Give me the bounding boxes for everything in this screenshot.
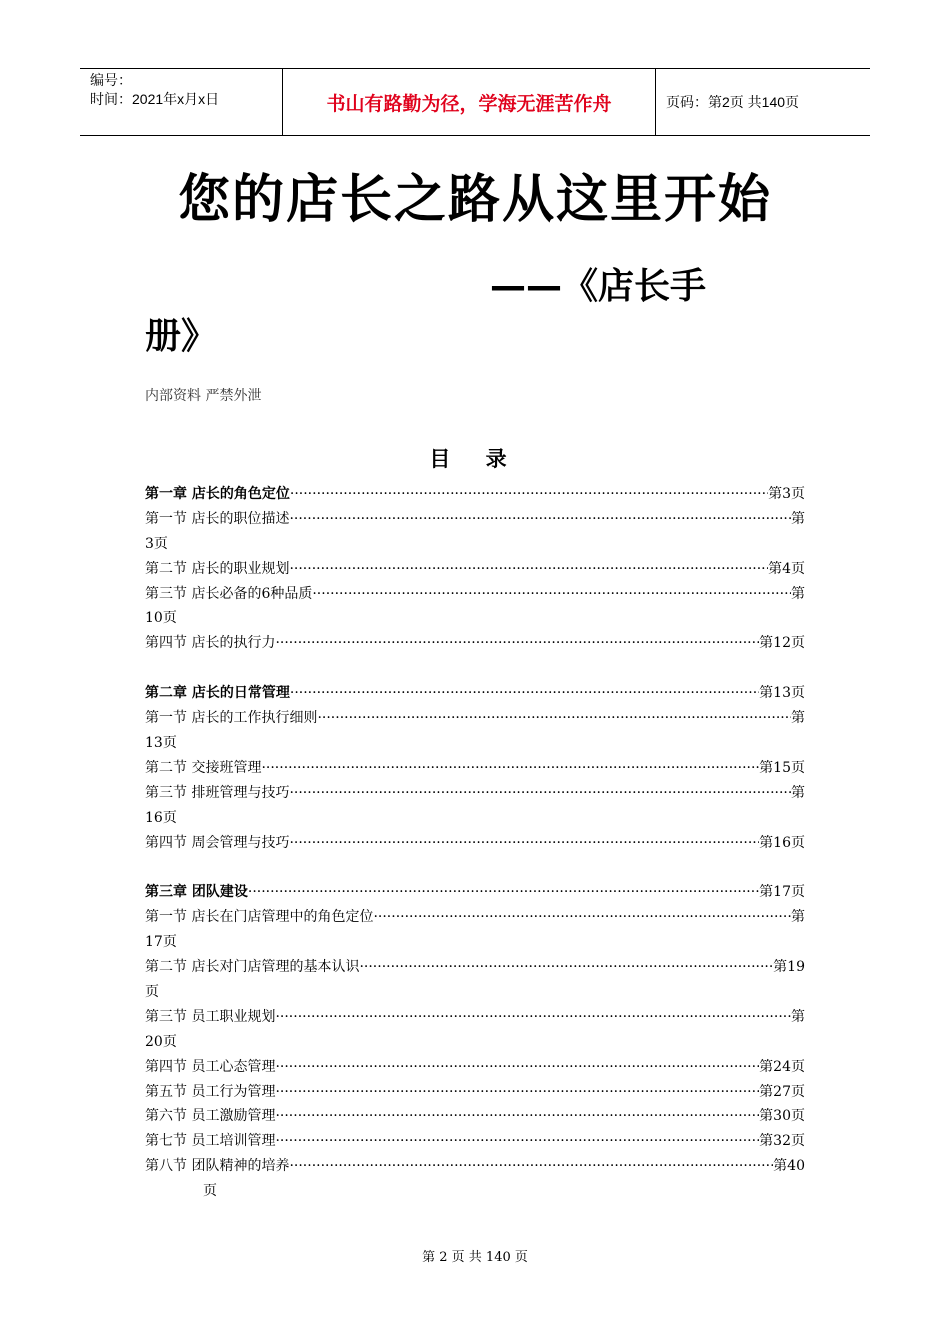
toc-leader-dots	[289, 831, 759, 856]
toc-leader-dots	[275, 1104, 759, 1129]
toc-section-entry[interactable]	[145, 1104, 805, 1129]
toc-section-entry[interactable]	[145, 1154, 805, 1179]
toc-entry-label: 第三节 排班管理与技巧	[145, 784, 290, 801]
toc-entry-page: 第13页	[759, 685, 805, 702]
header-page-info: 页码：第2页 共140页	[666, 94, 800, 110]
toc-entry-label: 第二节 店长的职业规划	[145, 560, 290, 577]
toc-entry-page: 第	[791, 1008, 805, 1025]
toc-entry-page-wrap: 页	[203, 1183, 217, 1200]
toc-entry-label: 第一节 店长的工作执行细则	[145, 710, 318, 727]
page-footer: 第 2 页 共 140 页	[422, 1250, 528, 1265]
toc-chapter-entry[interactable]	[145, 880, 805, 905]
toc-entry-page-wrap: 10页	[145, 610, 177, 627]
toc-entry-page: 第15页	[759, 759, 805, 776]
toc-entry-page: 第	[791, 510, 805, 527]
toc-entry-page: 第3页	[768, 486, 805, 502]
toc-entry-page-wrap: 13页	[145, 735, 177, 752]
toc-entry-page: 第16页	[759, 834, 805, 851]
toc-section-entry[interactable]	[145, 831, 805, 856]
toc-section-entry[interactable]	[145, 706, 805, 731]
toc-entry-label: 第七节 员工培训管理	[145, 1133, 276, 1150]
toc-entry-page: 第	[791, 710, 805, 727]
toc-leader-dots	[317, 706, 791, 731]
document-subtitle-line2: 册》	[145, 316, 218, 357]
toc-chapter-entry[interactable]	[145, 681, 805, 706]
toc-entry-label: 第二章 店长的日常管理	[145, 685, 290, 702]
toc-chapter-entry[interactable]	[145, 482, 805, 507]
toc-entry-page: 第4页	[768, 560, 805, 577]
toc-entry-page: 第	[791, 585, 805, 602]
toc-section-entry[interactable]	[145, 507, 805, 532]
toc-leader-dots	[275, 1005, 791, 1030]
toc-spacer	[145, 656, 805, 681]
toc-entry-page-wrap: 页	[145, 984, 159, 1001]
toc-entry-page: 第19	[773, 959, 805, 976]
toc-entry-page: 第40	[773, 1158, 805, 1175]
toc-spacer	[145, 855, 805, 880]
toc-leader-dots	[312, 582, 791, 607]
table-of-contents	[145, 482, 805, 1204]
toc-entry-page-wrap: 20页	[145, 1033, 177, 1050]
document-date: 时间：2021年x月x日	[90, 91, 220, 107]
toc-leader-dots	[275, 1129, 759, 1154]
toc-leader-dots	[289, 557, 768, 582]
toc-entry-label: 第二节 店长对门店管理的基本认识	[145, 959, 360, 976]
toc-entry-page-wrap: 17页	[145, 934, 177, 951]
header-motto: 书山有路勤为径，学海无涯苦作舟	[282, 69, 656, 135]
toc-section-entry[interactable]	[145, 1055, 805, 1080]
toc-leader-dots	[289, 507, 791, 532]
toc-entry-label: 第四节 店长的执行力	[145, 635, 276, 652]
document-number-label: 编号：	[90, 72, 132, 88]
toc-section-entry[interactable]	[145, 631, 805, 656]
toc-leader-dots	[275, 1080, 759, 1105]
toc-entry-label: 第六节 员工激励管理	[145, 1108, 276, 1125]
toc-entry-label: 第三章 团队建设	[145, 884, 248, 901]
toc-entry-label: 第八节 团队精神的培养	[145, 1158, 290, 1175]
toc-entry-page: 第	[791, 909, 805, 926]
toc-section-entry[interactable]	[145, 781, 805, 806]
toc-section-entry[interactable]	[145, 582, 805, 607]
toc-section-entry[interactable]	[145, 955, 805, 980]
toc-entry-page: 第24页	[759, 1058, 805, 1075]
toc-entry-page: 第17页	[759, 884, 805, 901]
toc-section-entry[interactable]	[145, 905, 805, 930]
toc-leader-dots	[373, 905, 791, 930]
toc-entry-label: 第一章 店长的角色定位	[145, 486, 290, 502]
toc-leader-dots	[289, 781, 791, 806]
toc-leader-dots	[275, 631, 759, 656]
toc-section-entry[interactable]	[145, 557, 805, 582]
page-header	[80, 68, 870, 136]
toc-leader-dots	[248, 880, 759, 905]
toc-leader-dots	[290, 482, 768, 507]
toc-entry-label: 第二节 交接班管理	[145, 759, 262, 776]
toc-entry-page: 第32页	[759, 1133, 805, 1150]
document-subtitle-line1: ——《店长手	[490, 266, 707, 307]
toc-section-entry[interactable]	[145, 1129, 805, 1154]
toc-entry-page: 第	[791, 784, 805, 801]
toc-entry-page: 第27页	[759, 1083, 805, 1100]
toc-section-entry[interactable]	[145, 756, 805, 781]
document-title: 您的店长之路从这里开始	[177, 170, 772, 230]
toc-entry-label: 第四节 员工心态管理	[145, 1058, 276, 1075]
toc-entry-page-wrap: 3页	[145, 535, 168, 552]
toc-leader-dots	[275, 1055, 759, 1080]
toc-heading: 目 录	[429, 447, 521, 471]
toc-entry-label: 第四节 周会管理与技巧	[145, 834, 290, 851]
toc-leader-dots	[261, 756, 759, 781]
confidential-note: 内部资料 严禁外泄	[145, 388, 262, 404]
header-meta	[80, 69, 282, 135]
toc-leader-dots	[359, 955, 773, 980]
toc-entry-label: 第一节 店长的职位描述	[145, 510, 290, 527]
toc-entry-page: 第12页	[759, 635, 805, 652]
toc-entry-page-wrap: 16页	[145, 809, 177, 826]
toc-entry-label: 第三节 员工职业规划	[145, 1008, 276, 1025]
toc-entry-page: 第30页	[759, 1108, 805, 1125]
toc-section-entry[interactable]	[145, 1080, 805, 1105]
toc-leader-dots	[289, 1154, 773, 1179]
toc-leader-dots	[290, 681, 759, 706]
toc-entry-label: 第五节 员工行为管理	[145, 1083, 276, 1100]
toc-section-entry[interactable]	[145, 1005, 805, 1030]
toc-entry-label: 第三节 店长必备的6种品质	[145, 585, 313, 602]
toc-entry-label: 第一节 店长在门店管理中的角色定位	[145, 909, 374, 926]
